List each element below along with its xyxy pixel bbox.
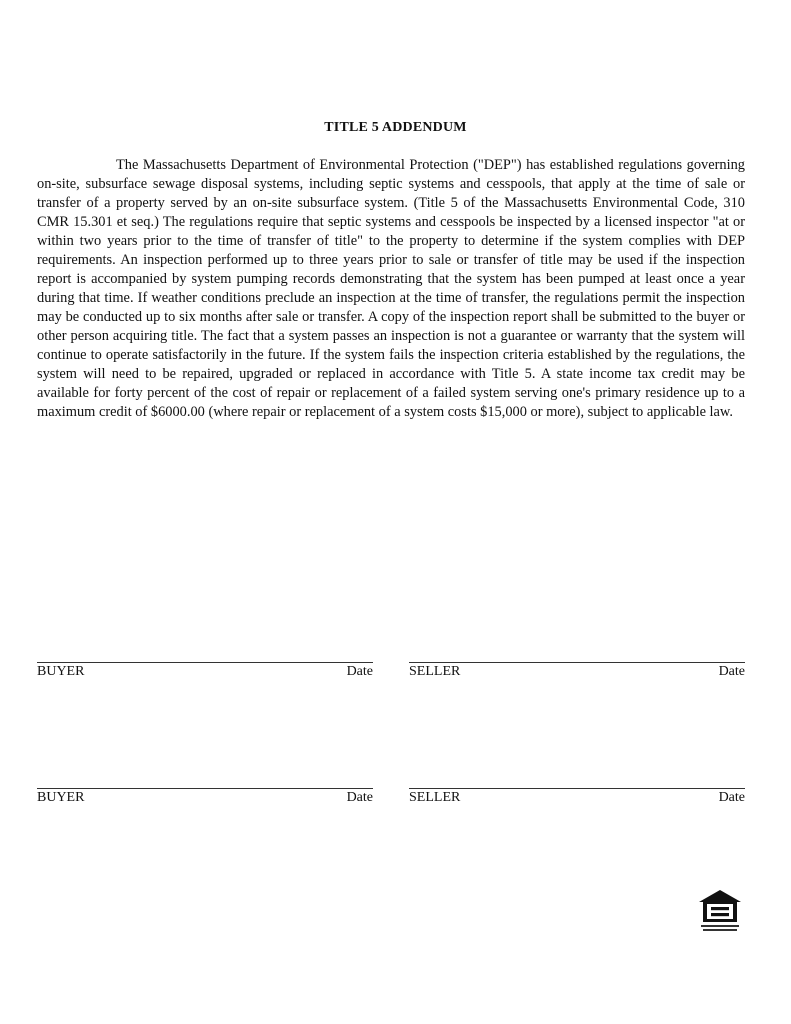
signature-line — [409, 788, 745, 789]
signature-date-label: Date — [718, 664, 745, 679]
signature-date-label: Date — [346, 664, 373, 679]
signature-line — [37, 788, 373, 789]
document-paragraph: The Massachusetts Department of Environmental Protection ("DEP") has established regulations governing on-site, subsurface sewage disposal systems, including septic systems and cesspools, that apply at the time of sale or transfer of a property served by an on-site subsurface system. (Title 5 of the Massachusetts Environmental Code, 310 CMR 15.301 et seq.) The regulations require that septic systems and cesspools be inspected by a licensed inspector "at or within two years prior to the time of transfer of title" to the property to determine if the system complies with DEP requirements. An inspection performed up to three years prior to sale or transfer of title may be used if the inspection report is accompanied by system pumping records demonstrating that the system has been pumped at least once a year during that time. If weather conditions preclude an inspection at the time of transfer, the regulations permit the inspection may be conducted up to six months after sale or transfer. A copy of the inspection report shall be submitted to the buyer or other person acquiring title. The fact that a system passes an inspection is not a guarantee or warranty that the system will continue to operate satisfactorily in the future. If the system fails the inspection criteria established by the regulations, the system will need to be repaired, upgraded or replaced in accordance with Title 5. A state income tax credit may be available for forty percent of the cost of repair or replacement of a failed system serving one's primary residence up to a maximum credit of $6000.00 (where repair or replacement of a system costs $15,000 or more), subject to applicable law. — [37, 157, 745, 420]
signature-label: BUYER — [37, 664, 85, 679]
signature-line — [37, 662, 373, 663]
signature-date-label: Date — [718, 790, 745, 805]
signature-label: SELLER — [409, 790, 461, 805]
signature-block-seller-1 — [409, 662, 745, 686]
equal-housing-opportunity-icon — [697, 889, 743, 933]
signature-block-buyer-1 — [37, 662, 373, 686]
document-title: TITLE 5 ADDENDUM — [324, 120, 467, 135]
signature-label: BUYER — [37, 790, 85, 805]
signature-block-buyer-2 — [37, 788, 373, 812]
signature-date-label: Date — [346, 790, 373, 805]
signature-block-seller-2 — [409, 788, 745, 812]
signature-line — [409, 662, 745, 663]
signature-label: SELLER — [409, 664, 461, 679]
